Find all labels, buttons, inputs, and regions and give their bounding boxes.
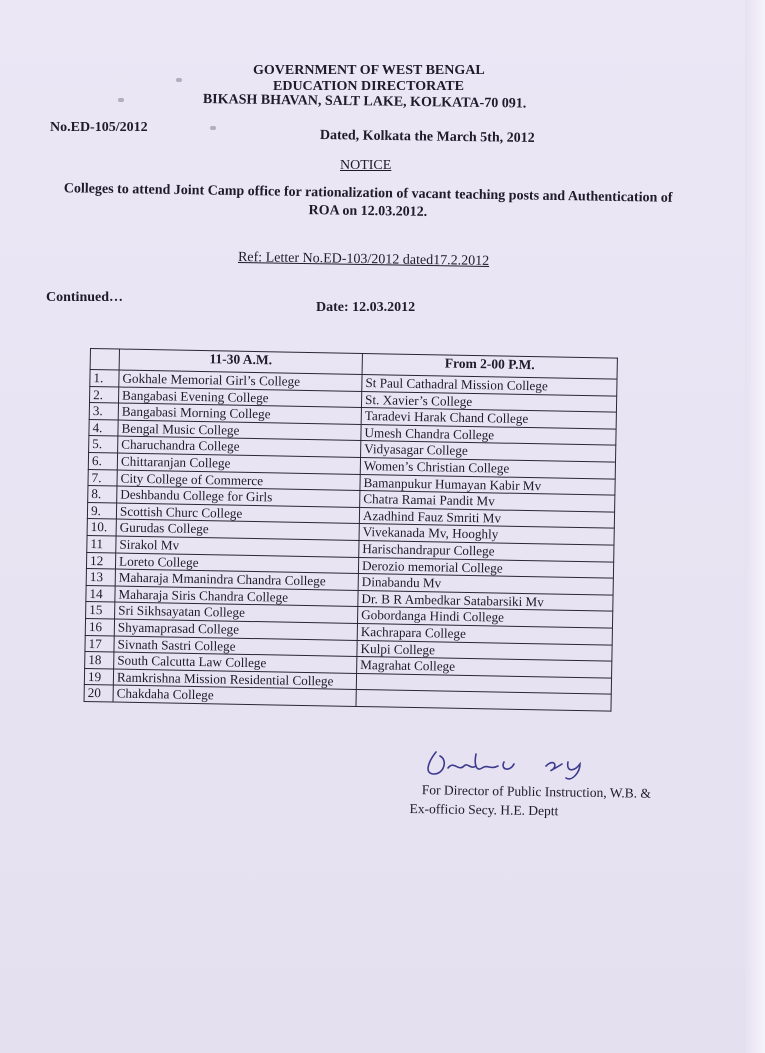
signatory-line-1: For Director of Public Instruction, W.B. &: [421, 782, 652, 801]
header-number: [90, 349, 119, 371]
speck: [176, 78, 182, 82]
pm-college: Gobordanga Hindi College: [357, 607, 612, 628]
page-edge-shadow: [745, 0, 765, 1053]
pm-college: Chatra Ramai Pandit Mv: [360, 491, 615, 512]
row-number: 3.: [89, 403, 118, 420]
header-am: 11-30 A.M.: [119, 349, 362, 374]
date-line: Date: 12.03.2012: [316, 300, 416, 315]
am-college: Maharaja Mmanindra Chandra College: [115, 569, 358, 590]
speck: [118, 98, 124, 102]
am-college: South Calcutta Law College: [114, 652, 357, 673]
am-college: Scottish Churc College: [116, 503, 359, 524]
signatory-line-2: Ex-officio Secy. H.E. Deptt: [409, 800, 559, 819]
schedule-table-wrap: [84, 348, 618, 711]
pm-college: St Paul Cathadral Mission College: [362, 374, 617, 395]
signature-scribble: [418, 742, 608, 782]
row-number: 8.: [88, 486, 117, 503]
signatory-block: [409, 780, 651, 822]
row-number: 11: [87, 535, 116, 552]
am-college: Bangabasi Morning College: [118, 403, 361, 424]
am-college: Gokhale Memorial Girl’s College: [119, 370, 362, 391]
row-number: 1.: [90, 370, 119, 387]
pm-college: Umesh Chandra College: [361, 424, 616, 445]
am-college: Sirakol Mv: [116, 536, 359, 557]
row-number: 6.: [88, 452, 117, 469]
speck: [210, 126, 216, 130]
table-body: [84, 370, 617, 711]
header-line-2: EDUCATION DIRECTORATE: [273, 79, 464, 94]
row-number: 20: [84, 685, 113, 702]
pm-college: Derozio memorial College: [358, 557, 613, 578]
dated-text: Dated, Kolkata the March 5th, 2012: [319, 128, 535, 146]
row-number: 7.: [88, 469, 117, 486]
pm-college: Vivekanada Mv, Hooghly: [359, 524, 614, 545]
pm-college: Kulpi College: [357, 640, 612, 661]
am-college: Sivnath Sastri College: [114, 635, 357, 656]
pm-college: [356, 690, 611, 711]
am-college: Bengal Music College: [118, 420, 361, 441]
row-number: 2.: [89, 386, 118, 403]
row-number: 10.: [87, 519, 116, 536]
header-pm: From 2-00 P.M.: [362, 353, 617, 379]
am-college: Sri Sikhsayatan College: [115, 602, 358, 623]
pm-college: Dinabandu Mv: [358, 574, 613, 595]
am-college: Loreto College: [115, 553, 358, 574]
am-college: City College of Commerce: [117, 470, 360, 491]
row-number: 17: [85, 635, 114, 652]
dated-line: [320, 128, 535, 147]
continued-label: Continued…: [46, 290, 124, 305]
am-college: Deshbandu College for Girls: [117, 486, 360, 507]
pm-college: Kachrapara College: [357, 623, 612, 644]
pm-college: Magrahat College: [357, 657, 612, 678]
row-number: 14: [86, 585, 115, 602]
subject-line-1: Colleges to attend Joint Camp office for rationalization of vacant teaching posts and Authentication of: [63, 181, 673, 206]
am-college: Chakdaha College: [113, 685, 356, 706]
row-number: 15: [86, 602, 115, 619]
am-college: Gurudas College: [116, 519, 359, 540]
row-number: 13: [86, 569, 115, 586]
row-number: 4.: [89, 419, 118, 436]
notice-title: NOTICE: [340, 158, 392, 173]
header-line-1: GOVERNMENT OF WEST BENGAL: [253, 63, 485, 78]
pm-college: Azadhind Fauz Smriti Mv: [359, 507, 614, 528]
memo-number: No.ED-105/2012: [50, 120, 148, 135]
row-number: 16: [85, 618, 114, 635]
pm-college: Taradevi Harak Chand College: [361, 408, 616, 429]
am-college: Shyamaprasad College: [114, 619, 357, 640]
row-number: 18: [85, 652, 114, 669]
pm-college: St. Xavier’s College: [361, 391, 616, 412]
row-number: 19: [84, 668, 113, 685]
reference-line: Ref: Letter No.ED-103/2012 dated17.2.2012: [237, 250, 490, 269]
row-number: 9.: [87, 502, 116, 519]
pm-college: Harischandrapur College: [359, 540, 614, 561]
pm-college: Women’s Christian College: [360, 457, 615, 478]
pm-college: Vidyasagar College: [361, 441, 616, 462]
am-college: Charuchandra College: [118, 436, 361, 457]
pm-college: Bamanpukur Humayan Kabir Mv: [360, 474, 615, 495]
am-college: Ramkrishna Mission Residential College: [113, 669, 356, 690]
header-line-3: BIKASH BHAVAN, SALT LAKE, KOLKATA-70 091.: [202, 92, 527, 112]
pm-college: Dr. B R Ambedkar Satabarsiki Mv: [358, 590, 613, 611]
subject-line-2: ROA on 12.03.2012.: [308, 203, 428, 220]
row-number: 5.: [89, 436, 118, 453]
am-college: Bangabasi Evening College: [118, 387, 361, 408]
row-number: 12: [86, 552, 115, 569]
schedule-table: [84, 348, 618, 711]
am-college: Chittaranjan College: [117, 453, 360, 474]
am-college: Maharaja Siris Chandra College: [115, 586, 358, 607]
subject: [58, 180, 678, 226]
